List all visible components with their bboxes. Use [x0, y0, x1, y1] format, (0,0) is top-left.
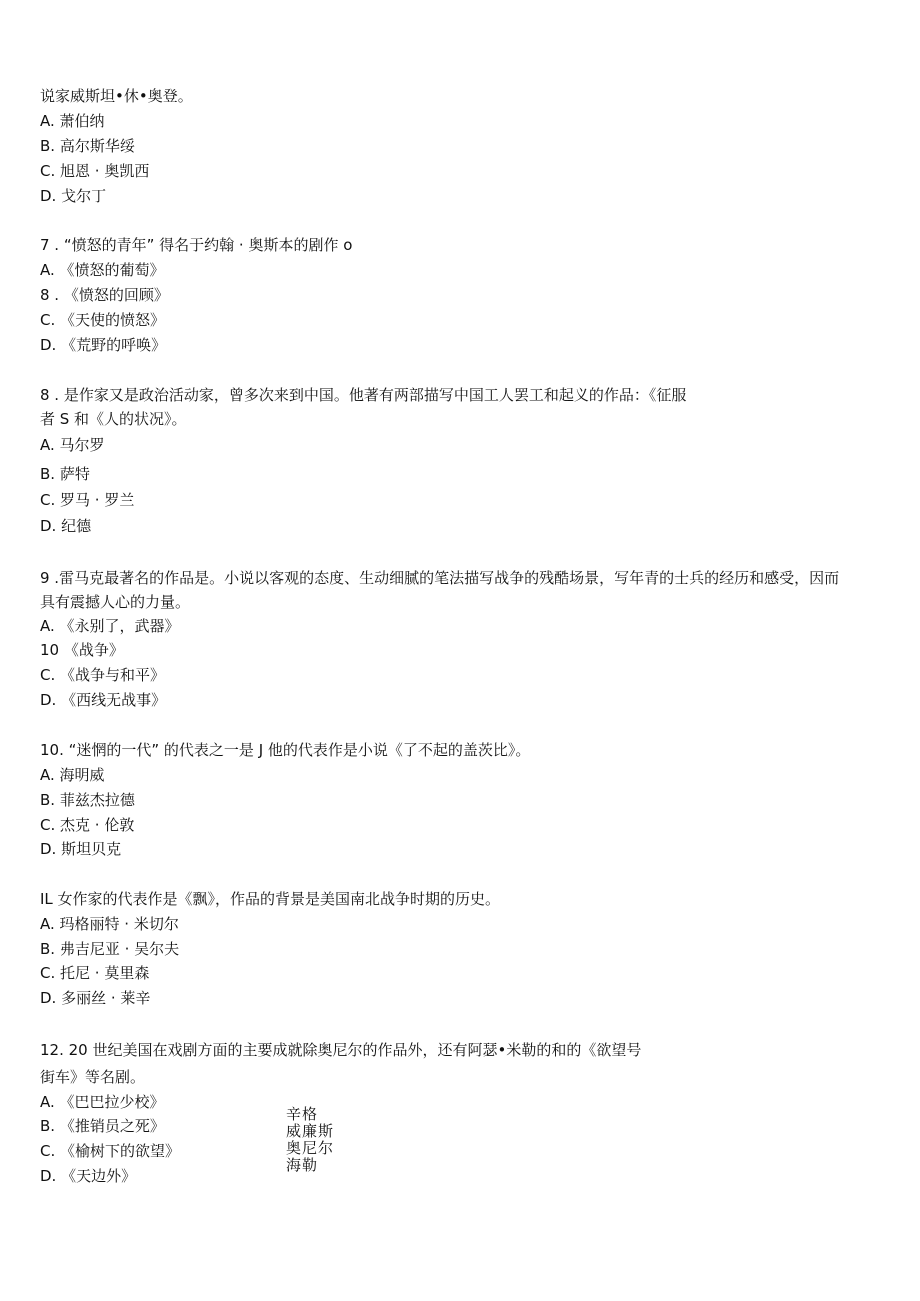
q8-stem-line1: 8 . 是作家又是政治活动家，曾多次来到中国。他著有两部描写中国工人罢工和起义的作品：《征服 [40, 386, 687, 404]
q10-option-a: A. 海明威 [40, 766, 105, 784]
q9-option-b: 10 《战争》 [40, 641, 124, 659]
q8-stem-line2: 者 S 和《人的状况》。 [40, 410, 187, 428]
q8-option-c: C. 罗马 · 罗兰 [40, 491, 135, 509]
side-name-1: 辛格 [286, 1105, 319, 1123]
q9-option-d: D. 《西线无战事》 [40, 691, 167, 709]
q9-stem-line1: 9 .雷马克最著名的作品是。小说以客观的态度、生动细腻的笔法描写战争的残酷场景，写年青的士兵的经历和感受，因而 [40, 569, 840, 587]
q9-stem-line2: 具有震撼人心的力量。 [40, 593, 191, 611]
q11-option-a: A. 玛格丽特 · 米切尔 [40, 915, 179, 933]
q10-option-c: C. 杰克 · 伦敦 [40, 816, 135, 834]
q11-option-c: C. 托尼 · 莫里森 [40, 964, 150, 982]
q12-option-c: C. 《榆树下的欲望》 [40, 1142, 181, 1160]
q7-option-a: A. 《愤怒的葡萄》 [40, 261, 165, 279]
q7-option-b: 8 . 《愤怒的回顾》 [40, 286, 169, 304]
intro-option-c: C. 旭恩 · 奥凯西 [40, 162, 150, 180]
q8-option-a: A. 马尔罗 [40, 436, 105, 454]
q8-option-d: D. 纪德 [40, 517, 92, 535]
side-name-3: 奥尼尔 [286, 1139, 335, 1157]
q11-option-d: D. 多丽丝 · 莱辛 [40, 989, 151, 1007]
intro-stem: 说家威斯坦•休•奥登。 [40, 87, 193, 105]
side-name-4: 海勒 [286, 1156, 319, 1174]
q10-stem: 10. “迷惘的一代” 的代表之一是 J 他的代表作是小说《了不起的盖茨比》。 [40, 741, 531, 759]
q7-option-d: D. 《荒野的呼唤》 [40, 336, 167, 354]
q12-option-d: D. 《天边外》 [40, 1167, 137, 1185]
q10-option-d: D. 斯坦贝克 [40, 840, 122, 858]
side-name-2: 威廉斯 [286, 1122, 335, 1140]
q11-stem: IL 女作家的代表作是《飘》，作品的背景是美国南北战争时期的历史。 [40, 890, 501, 908]
q12-stem-line1: 12. 20 世纪美国在戏剧方面的主要成就除奥尼尔的作品外，还有阿瑟•米勒的和的《欲望号 [40, 1041, 642, 1059]
q7-stem: 7 . “愤怒的青年” 得名于约翰 · 奥斯本的剧作 o [40, 236, 353, 254]
q12-option-a: A. 《巴巴拉少校》 [40, 1093, 165, 1111]
q10-option-b: B. 菲兹杰拉德 [40, 791, 135, 809]
intro-option-a: A. 萧伯纳 [40, 112, 105, 130]
q12-option-b: B. 《推销员之死》 [40, 1117, 165, 1135]
q9-option-c: C. 《战争与和平》 [40, 666, 166, 684]
q12-stem-line2: 街车》等名剧。 [40, 1068, 146, 1086]
q9-option-a: A. 《永别了，武器》 [40, 617, 180, 635]
q8-option-b: B. 萨特 [40, 465, 90, 483]
intro-option-d: D. 戈尔丁 [40, 187, 107, 205]
q7-option-c: C. 《天使的愤怒》 [40, 311, 166, 329]
intro-option-b: B. 高尔斯华绥 [40, 137, 135, 155]
q11-option-b: B. 弗吉尼亚 · 吴尔夫 [40, 940, 180, 958]
